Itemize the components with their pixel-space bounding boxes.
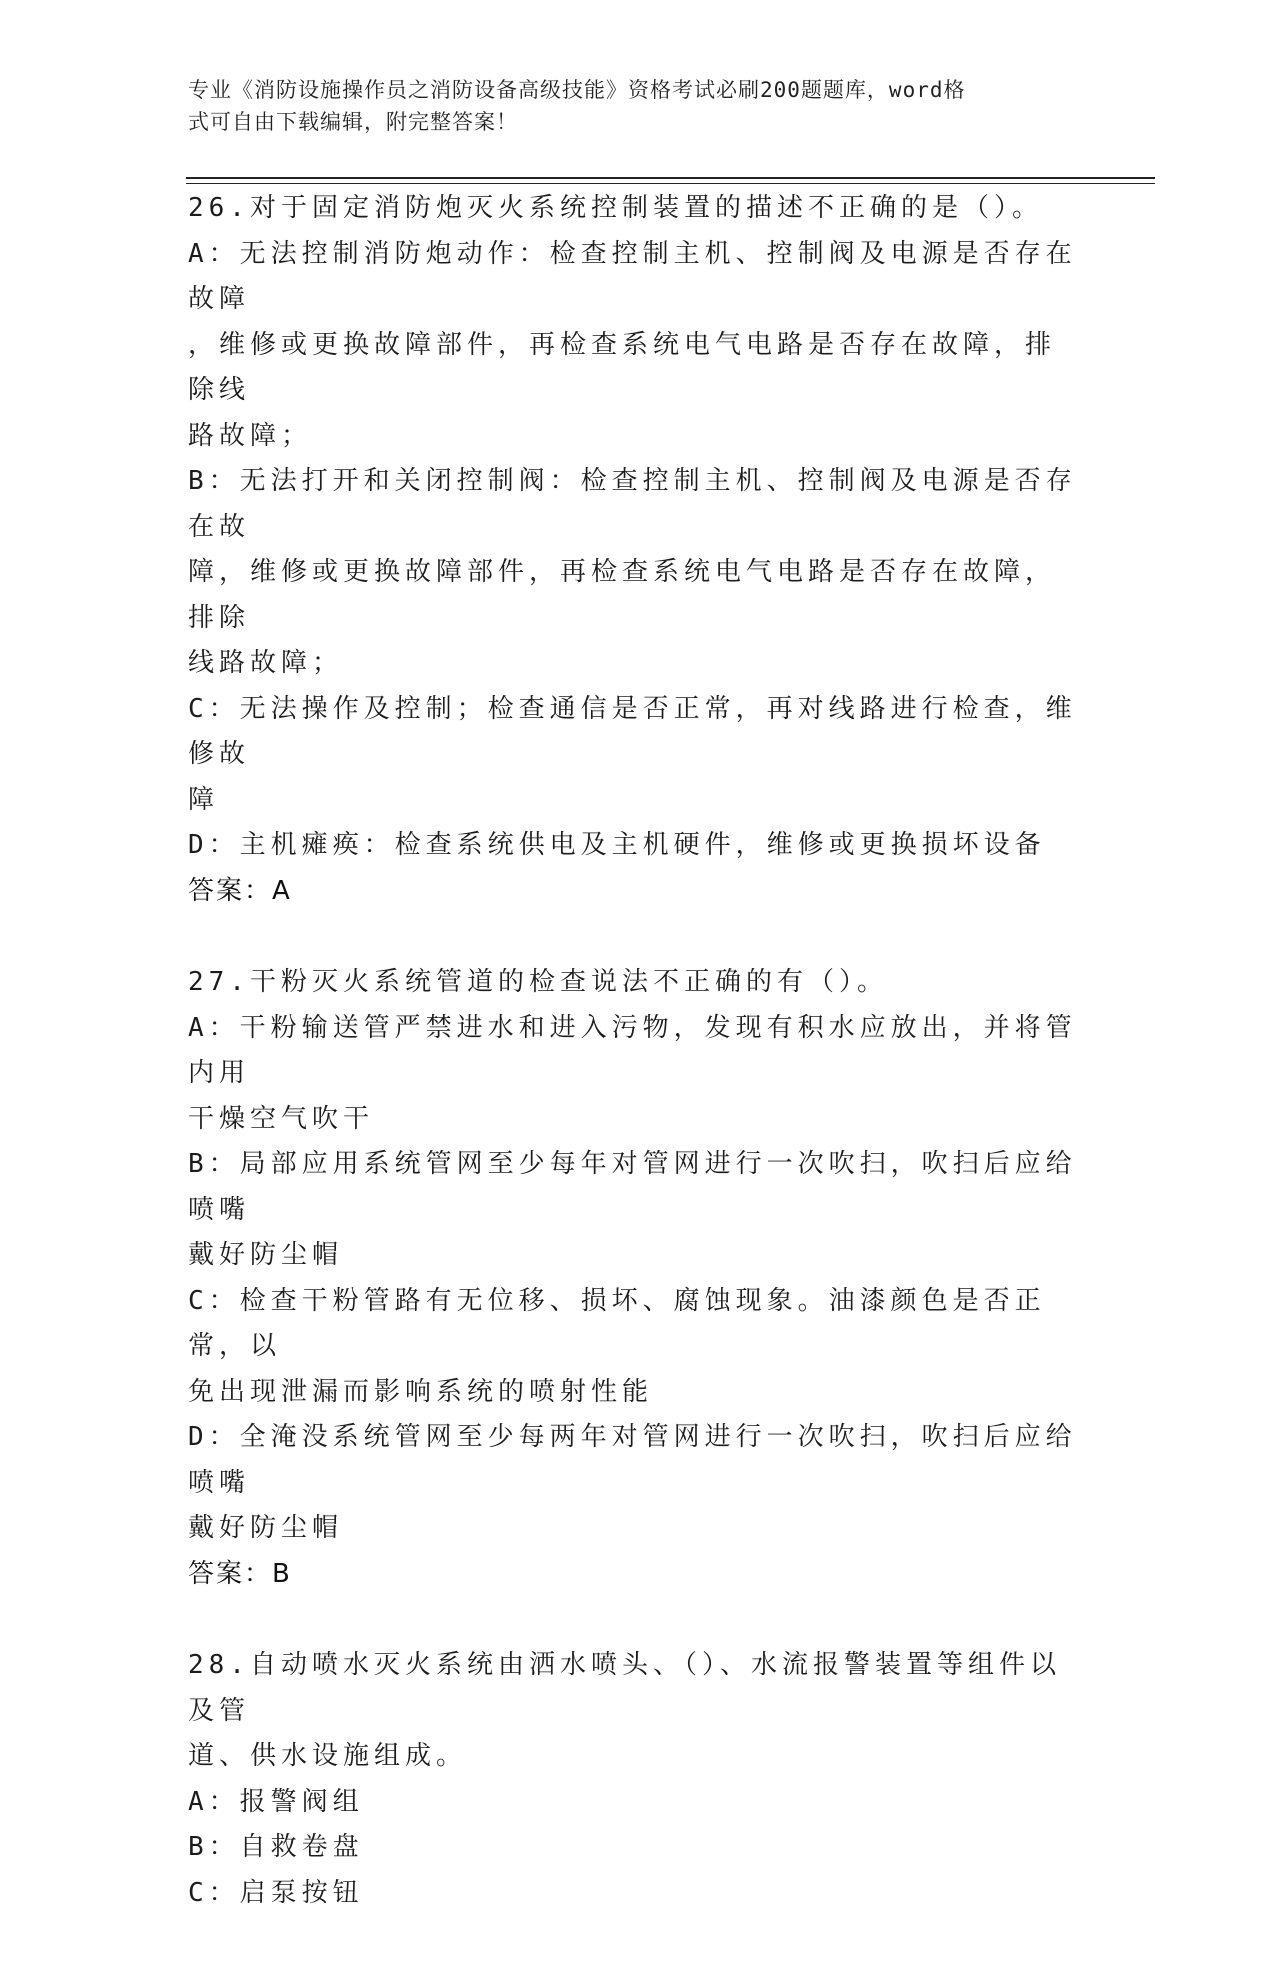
option-b bbox=[188, 1142, 1078, 1279]
question-stem: 27.干粉灭火系统管道的检查说法不正确的有（）。 bbox=[188, 967, 888, 997]
option-b bbox=[188, 1825, 1078, 1871]
option-line: 路故障； bbox=[188, 420, 313, 451]
option-line: A：无法控制消防炮动作：检查控制主机、控制阀及电源是否存在故障 bbox=[188, 238, 1077, 314]
question-stem: 26.对于固定消防炮灭火系统控制装置的描述不正确的是（）。 bbox=[188, 193, 1043, 223]
header-line-1: 专业《消防设施操作员之消防设备高级技能》资格考试必刷200题题库，word格 bbox=[188, 78, 966, 102]
document-header bbox=[188, 74, 1068, 138]
option-line: 戴好防尘帽 bbox=[188, 1240, 344, 1270]
header-divider-thin bbox=[186, 183, 1155, 184]
header-divider-thick bbox=[186, 177, 1155, 179]
option-line: 免出现泄漏而影响系统的喷射性能 bbox=[188, 1376, 654, 1407]
option-line: D：主机瘫痪：检查系统供电及主机硬件，维修或更换损坏设备 bbox=[188, 830, 1046, 860]
question-stem: 道、供水设施组成。 bbox=[188, 1741, 468, 1771]
question-27 bbox=[188, 960, 1078, 1597]
option-d bbox=[188, 823, 1078, 869]
question-stem: 28.自动喷水灭火系统由洒水喷头、（）、水流报警装置等组件以及管 bbox=[188, 1650, 1061, 1726]
answer-label: 答案：A bbox=[188, 875, 292, 906]
option-line: 戴好防尘帽 bbox=[188, 1513, 344, 1543]
option-line: A：干粉输送管严禁进水和进入污物，发现有积水应放出，并将管内用 bbox=[188, 1012, 1077, 1088]
option-a bbox=[188, 1006, 1078, 1143]
option-line: B：局部应用系统管网至少每年对管网进行一次吹扫，吹扫后应给喷嘴 bbox=[188, 1149, 1077, 1225]
option-c bbox=[188, 1871, 1078, 1917]
option-line: C：无法操作及控制；检查通信是否正常，再对线路进行检查，维修故 bbox=[188, 693, 1077, 769]
option-d bbox=[188, 1415, 1078, 1552]
option-line: C：启泵按钮 bbox=[188, 1877, 364, 1908]
option-line: B：自救卷盘 bbox=[188, 1832, 364, 1862]
option-line: 障，维修或更换故障部件，再检查系统电气电路是否存在故障，排除 bbox=[188, 557, 1057, 633]
option-line: 障 bbox=[188, 784, 220, 815]
option-line: C：检查干粉管路有无位移、损坏、腐蚀现象。油漆颜色是否正常，以 bbox=[188, 1285, 1046, 1361]
question-list bbox=[188, 186, 1078, 1962]
option-a bbox=[188, 232, 1078, 460]
option-line: ，维修或更换故障部件，再检查系统电气电路是否存在故障，排除线 bbox=[188, 329, 1057, 405]
option-line: B：无法打开和关闭控制阀：检查控制主机、控制阀及电源是否存在故 bbox=[188, 466, 1077, 542]
option-line: 线路故障； bbox=[188, 648, 344, 678]
option-b bbox=[188, 459, 1078, 687]
option-c bbox=[188, 1279, 1078, 1416]
answer-label: 答案：B bbox=[188, 1558, 292, 1589]
option-line: 干燥空气吹干 bbox=[188, 1103, 375, 1134]
question-28 bbox=[188, 1643, 1078, 1916]
header-line-2: 式可自由下载编辑，附完整答案！ bbox=[188, 110, 518, 134]
option-line: A：报警阀组 bbox=[188, 1786, 364, 1817]
option-line: D：全淹没系统管网至少每两年对管网进行一次吹扫，吹扫后应给喷嘴 bbox=[188, 1422, 1077, 1498]
question-26 bbox=[188, 186, 1078, 914]
option-c bbox=[188, 687, 1078, 824]
option-a bbox=[188, 1780, 1078, 1826]
